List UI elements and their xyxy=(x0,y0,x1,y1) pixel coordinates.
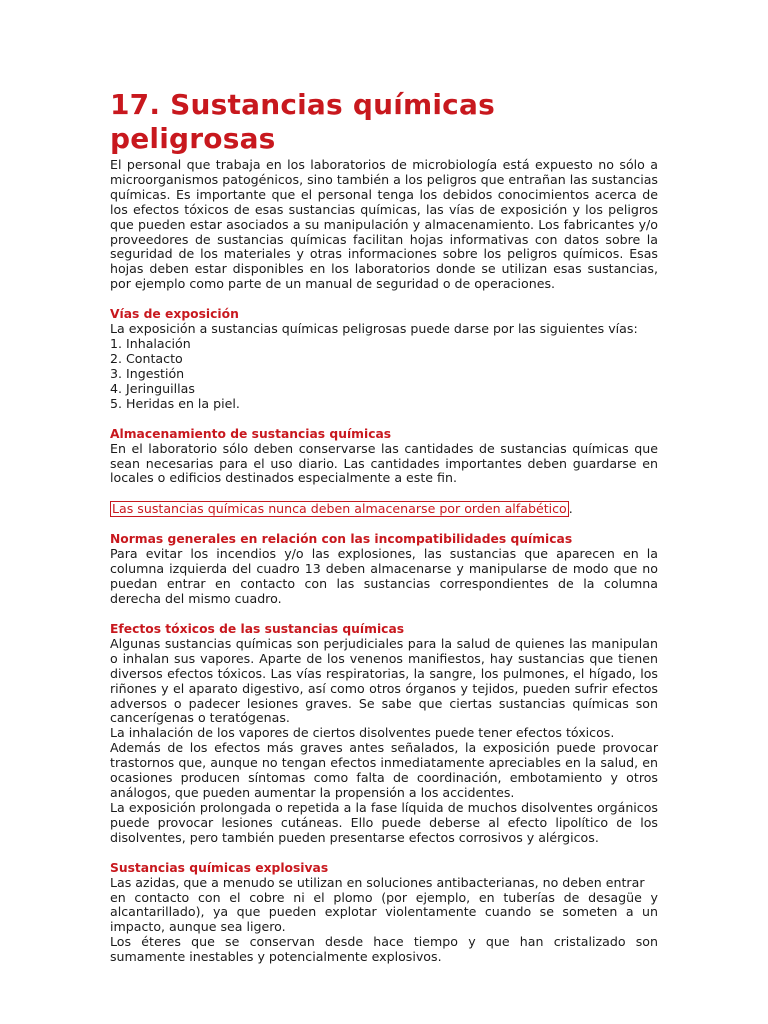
list-item: 3. Ingestión xyxy=(110,365,185,381)
vias-list xyxy=(110,337,658,412)
section-heading-efectos: Efectos tóxicos de las sustancias químicas xyxy=(110,621,405,636)
list-item: 5. Heridas en la piel. xyxy=(110,395,240,411)
explosivas-paragraph-2: Los éteres que se conservan desde hace tiempo y que han cristalizado son sumamente inestables y potencialmente explosivos. xyxy=(110,934,658,965)
warning-tail: . xyxy=(568,501,573,517)
vias-lead: La exposición a sustancias químicas peligrosas puede darse por las siguientes vías: xyxy=(110,321,638,337)
spacer xyxy=(110,607,658,622)
almacenamiento-paragraph: En el laboratorio sólo deben conservarse las cantidades de sustancias químicas que sean necesarias para el uso diario. Las cantidades importantes deben guardarse en locales o edificios destinados especialmente a este fin. xyxy=(110,440,658,486)
list-item: 2. Contacto xyxy=(110,350,183,366)
spacer xyxy=(110,412,658,427)
list-item: 4. Jeringuillas xyxy=(110,380,195,396)
section-heading-vias: Vías de exposición xyxy=(110,307,239,322)
list-item: 1. Inhalación xyxy=(110,336,191,352)
page-title: 17. Sustancias químicas peligrosas xyxy=(110,88,495,155)
section-heading-explosivas: Sustancias químicas explosivas xyxy=(110,860,329,875)
efectos-paragraph-2: La inhalación de los vapores de ciertos disolventes puede tener efectos tóxicos. xyxy=(110,725,615,741)
efectos-paragraph-4: La exposición prolongada o repetida a la fase líquida de muchos disolventes orgánicos puede provocar lesiones cutáneas. Ello puede deberse al efecto lipolítico de los disolventes, pero también pueden presentarse efectos corrosivos y alérgicos. xyxy=(110,799,658,845)
section-heading-normas: Normas generales en relación con las incompatibilidades químicas xyxy=(110,532,573,547)
spacer xyxy=(110,292,658,307)
intro-paragraph: El personal que trabaja en los laboratorios de microbiología está expuesto no sólo a microorganismos patogénicos, sino también a los peligros que entrañan las sustancias químicas. Es importante que el personal tenga los debidos conocimientos acerca de los efectos tóxicos de esas sustancias químicas, las vías de exposición y los peligros que pueden estar asociados a su manipulación y almacenamiento. Los fabricantes y/o proveedores de sustancias químicas facilitan hojas informativas con datos sobre la seguridad de los materiales y otras informaciones sobre los peligros químicos. Esas hojas deben estar disponibles en los laboratorios donde se utilizan esas sustancias, por ejemplo como parte de un manual de seguridad o de operaciones. xyxy=(110,157,658,292)
spacer xyxy=(110,846,658,861)
warning-line xyxy=(110,501,658,517)
explosivas-line-1: Las azidas, que a menudo se utilizan en soluciones antibacterianas, no deben entrar xyxy=(110,874,645,890)
spacer xyxy=(110,486,658,501)
section-heading-almacenamiento: Almacenamiento de sustancias químicas xyxy=(110,426,392,441)
efectos-paragraph-1: Algunas sustancias químicas son perjudiciales para la salud de quienes las manipulan o inhalan sus vapores. Aparte de los venenos manifiestos, hay sustancias que tienen diversos efectos tóxicos. Las vías respiratorias, la sangre, los pulmones, el hígado, los riñones y el aparato digestivo, así como otros órganos y tejidos, pueden sufrir efectos adversos o padecer lesiones graves. Se sabe que ciertas sustancias químicas son cancerígenas o teratógenas. xyxy=(110,635,658,726)
efectos-paragraph-3: Además de los efectos más graves antes señalados, la exposición puede provocar trastornos que, aunque no tengan efectos inmediatamente apreciables en la salud, en ocasiones producen síntomas como falta de coordinación, embotamiento y otros análogos, que pueden aumentar la propensión a los accidentes. xyxy=(110,740,658,800)
warning-box: Las sustancias químicas nunca deben almacenarse por orden alfabético xyxy=(112,501,567,517)
spacer xyxy=(110,517,658,532)
explosivas-paragraph-1: en contacto con el cobre ni el plomo (por ejemplo, en tuberías de desagüe y alcantarillado), ya que pueden explotar violentamente cuando se someten a un impacto, aunque sea ligero. xyxy=(110,889,658,935)
normas-paragraph: Para evitar los incendios y/o las explosiones, las sustancias que aparecen en la columna izquierda del cuadro 13 deben almacenarse y manipularse de modo que no puedan entrar en contacto con las sustancias correspondientes de la columna derecha del mismo cuadro. xyxy=(110,546,658,607)
